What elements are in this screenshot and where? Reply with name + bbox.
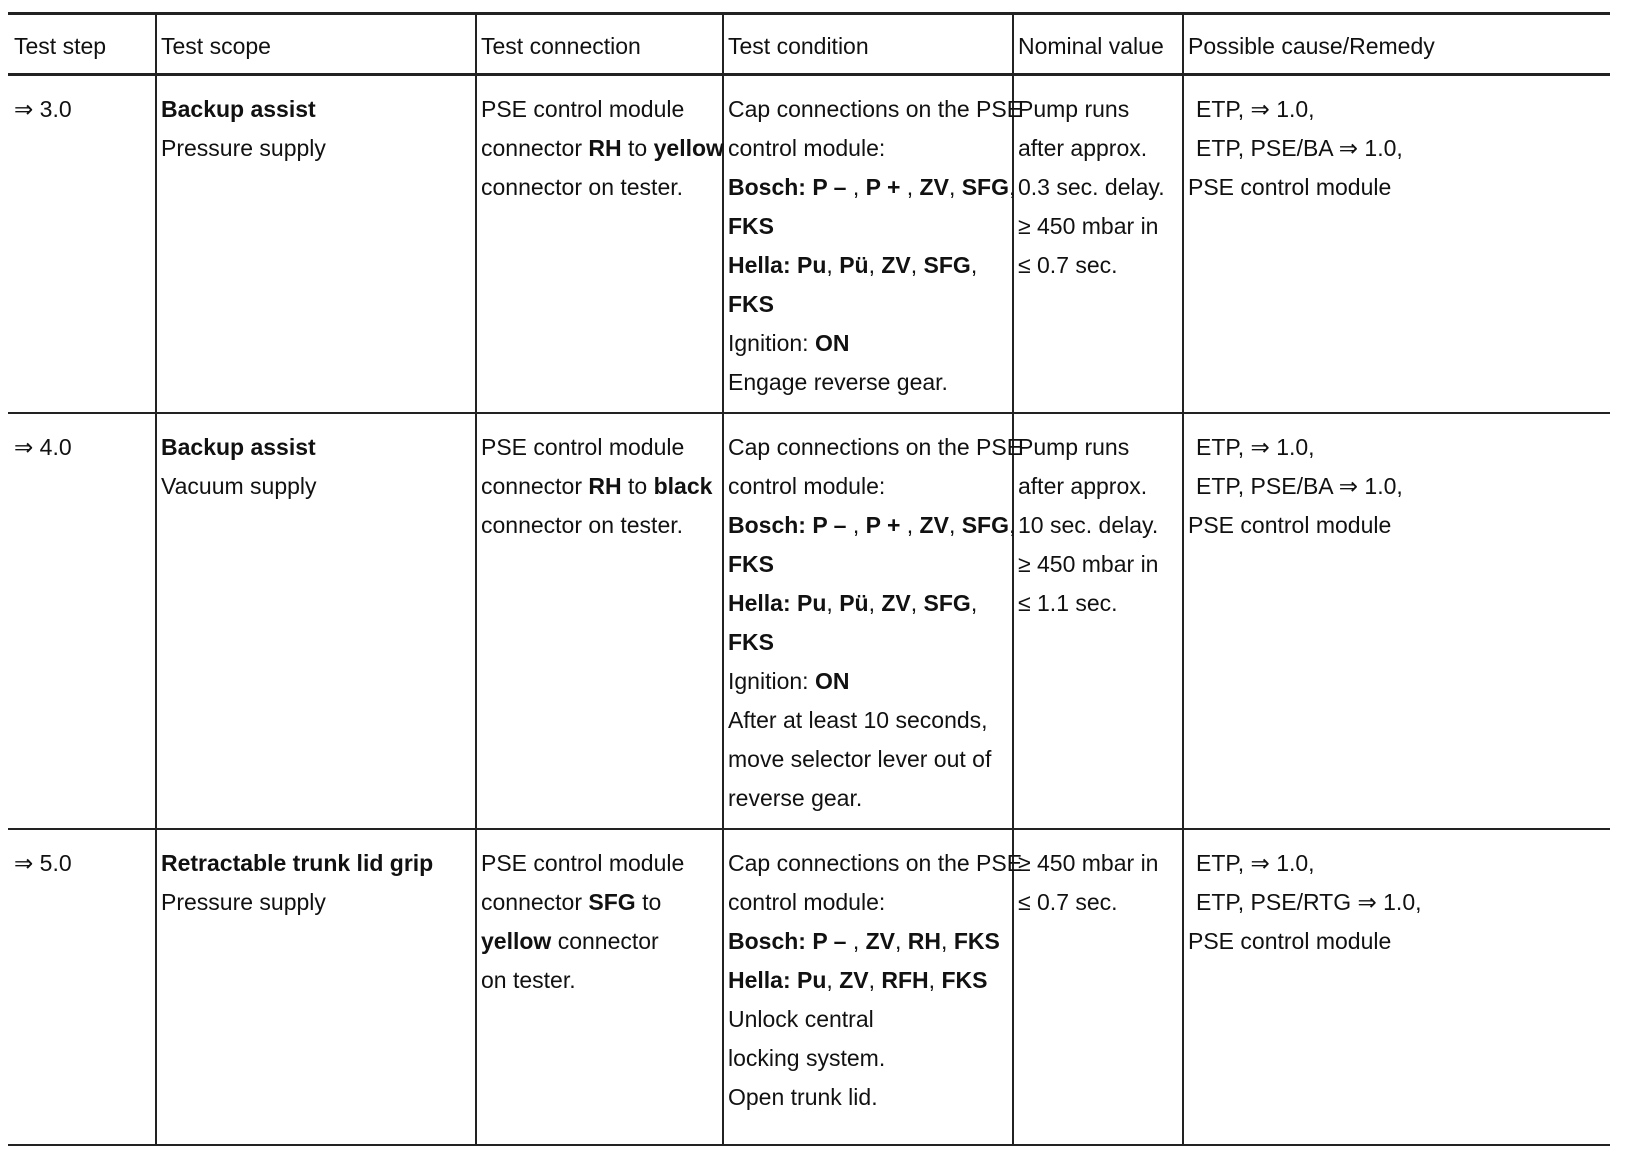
test-connection-cell	[476, 829, 723, 1145]
condition-line: control module:	[728, 889, 886, 915]
connection-line: PSE control module	[481, 850, 685, 876]
condition-line: FKS	[728, 213, 774, 239]
test-scope-subtitle: Pressure supply	[161, 135, 326, 161]
condition-line: Hella: Pu, ZV, RFH, FKS	[728, 967, 988, 993]
connection-line: PSE control module	[481, 96, 685, 122]
condition-line: Ignition: ON	[728, 330, 850, 356]
connection-line: connector on tester.	[481, 174, 684, 200]
header-nominal-value: Nominal value	[1013, 14, 1183, 75]
test-step-number: ⇒ 5.0	[14, 850, 72, 876]
header-test-scope: Test scope	[156, 14, 476, 75]
table-row	[8, 75, 1610, 414]
connection-line: on tester.	[481, 967, 576, 993]
nominal-line: after approx.	[1018, 135, 1148, 161]
cause-line: PSE control module	[1188, 512, 1392, 538]
condition-line: Open trunk lid.	[728, 1084, 878, 1110]
condition-line: locking system.	[728, 1045, 886, 1071]
nominal-value-cell	[1013, 829, 1183, 1145]
connection-line: connector RH to black	[481, 473, 713, 499]
table-row	[8, 413, 1610, 829]
header-test-condition: Test condition	[723, 14, 1013, 75]
possible-cause-cell	[1183, 413, 1610, 829]
nominal-value-cell	[1013, 413, 1183, 829]
condition-line: Engage reverse gear.	[728, 369, 948, 395]
test-condition-cell	[723, 829, 1023, 1145]
cause-line: PSE control module	[1188, 174, 1392, 200]
condition-line: Unlock central	[728, 1006, 874, 1032]
test-step-cell	[8, 413, 156, 829]
nominal-line: Pump runs	[1018, 96, 1130, 122]
test-condition-cell	[723, 75, 1023, 414]
connection-line: connector on tester.	[481, 512, 684, 538]
nominal-line: ≥ 450 mbar in	[1018, 213, 1159, 239]
condition-line: Bosch: P – , P + , ZV, SFG,	[728, 174, 1016, 200]
table-row	[8, 829, 1610, 1145]
condition-line: Bosch: P – , P + , ZV, SFG,	[728, 512, 1016, 538]
cause-line: ETP, ⇒ 1.0,	[1196, 850, 1315, 876]
nominal-line: ≤ 0.7 sec.	[1018, 889, 1118, 915]
condition-line: reverse gear.	[728, 785, 863, 811]
cause-line: PSE control module	[1188, 928, 1392, 954]
possible-cause-cell	[1183, 75, 1610, 414]
nominal-line: 10 sec. delay.	[1018, 512, 1159, 538]
condition-line: FKS	[728, 629, 774, 655]
condition-line: control module:	[728, 473, 886, 499]
header-test-step: Test step	[14, 33, 107, 59]
test-condition-cell	[723, 413, 1023, 829]
connection-line: connector RH to yellow	[481, 135, 724, 161]
nominal-line: 0.3 sec. delay.	[1018, 174, 1165, 200]
test-scope-subtitle: Pressure supply	[161, 889, 326, 915]
nominal-line: ≤ 0.7 sec.	[1018, 252, 1118, 278]
condition-line: FKS	[728, 551, 774, 577]
connection-line: connector SFG to	[481, 889, 662, 915]
test-step-cell	[8, 829, 156, 1145]
test-scope-cell	[156, 413, 476, 829]
condition-line: Cap connections on the PSE	[728, 96, 1023, 122]
test-scope-title: Retractable trunk lid grip	[161, 850, 434, 876]
cause-line: ETP, ⇒ 1.0,	[1196, 434, 1315, 460]
condition-line: Cap connections on the PSE	[728, 850, 1023, 876]
test-scope-cell	[156, 829, 476, 1145]
test-scope-title: Backup assist	[161, 434, 316, 460]
table-header-row	[8, 14, 1610, 75]
condition-line: move selector lever out of	[728, 746, 992, 772]
nominal-value-cell	[1013, 75, 1183, 414]
nominal-line: Pump runs	[1018, 434, 1130, 460]
condition-line: FKS	[728, 291, 774, 317]
condition-line: control module:	[728, 135, 886, 161]
condition-line: Cap connections on the PSE	[728, 434, 1023, 460]
test-connection-cell	[476, 75, 723, 414]
cause-line: ETP, ⇒ 1.0,	[1196, 96, 1315, 122]
connection-line: PSE control module	[481, 434, 685, 460]
cause-line: ETP, PSE/BA ⇒ 1.0,	[1196, 135, 1403, 161]
header-possible-cause: Possible cause/Remedy	[1183, 14, 1610, 75]
nominal-line: ≥ 450 mbar in	[1018, 850, 1159, 876]
cause-line: ETP, PSE/RTG ⇒ 1.0,	[1196, 889, 1422, 915]
nominal-line: after approx.	[1018, 473, 1148, 499]
test-step-number: ⇒ 4.0	[14, 434, 72, 460]
nominal-line: ≤ 1.1 sec.	[1018, 590, 1118, 616]
test-scope-cell	[156, 75, 476, 414]
condition-line: After at least 10 seconds,	[728, 707, 988, 733]
test-scope-subtitle: Vacuum supply	[161, 473, 317, 499]
test-connection-cell	[476, 413, 723, 829]
condition-line: Hella: Pu, Pü, ZV, SFG,	[728, 590, 978, 616]
condition-line: Bosch: P – , ZV, RH, FKS	[728, 928, 1000, 954]
test-procedure-table	[8, 12, 1610, 1146]
condition-line: Hella: Pu, Pü, ZV, SFG,	[728, 252, 978, 278]
possible-cause-cell	[1183, 829, 1610, 1145]
cause-line: ETP, PSE/BA ⇒ 1.0,	[1196, 473, 1403, 499]
header-test-connection: Test connection	[476, 14, 723, 75]
test-scope-title: Backup assist	[161, 96, 316, 122]
condition-line: Ignition: ON	[728, 668, 850, 694]
connection-line: yellow connector	[481, 928, 659, 954]
nominal-line: ≥ 450 mbar in	[1018, 551, 1159, 577]
test-step-number: ⇒ 3.0	[14, 96, 72, 122]
test-step-cell	[8, 75, 156, 414]
